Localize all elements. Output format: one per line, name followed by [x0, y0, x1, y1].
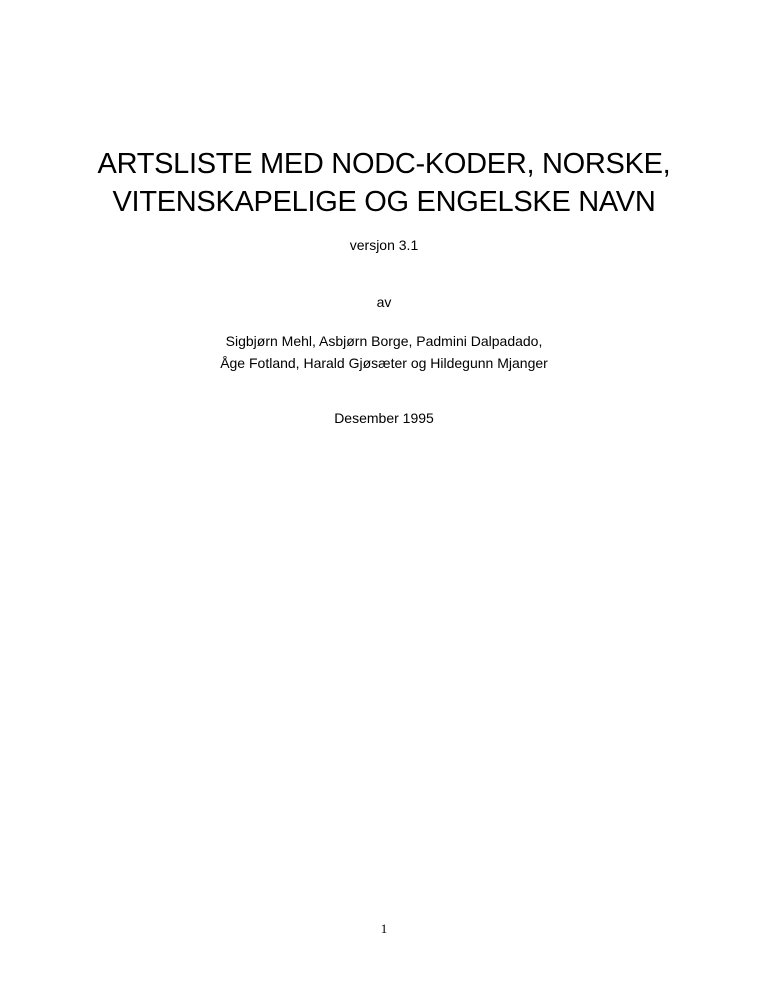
author-list	[0, 330, 768, 374]
publication-date: Desember 1995	[334, 410, 434, 426]
author-line-2: Åge Fotland, Harald Gjøsæter og Hildegunn Mjanger	[220, 355, 548, 371]
document-title	[0, 145, 768, 221]
page-number: 1	[380, 921, 388, 936]
by-label: av	[376, 294, 392, 310]
title-line-1: ARTSLISTE MED NODC-KODER, NORSKE,	[97, 148, 671, 180]
version-label: versjon 3.1	[349, 237, 419, 253]
author-line-1: Sigbjørn Mehl, Asbjørn Borge, Padmini Dalpadado,	[225, 333, 543, 349]
title-line-2: VITENSKAPELIGE OG ENGELSKE NAVN	[112, 186, 656, 218]
